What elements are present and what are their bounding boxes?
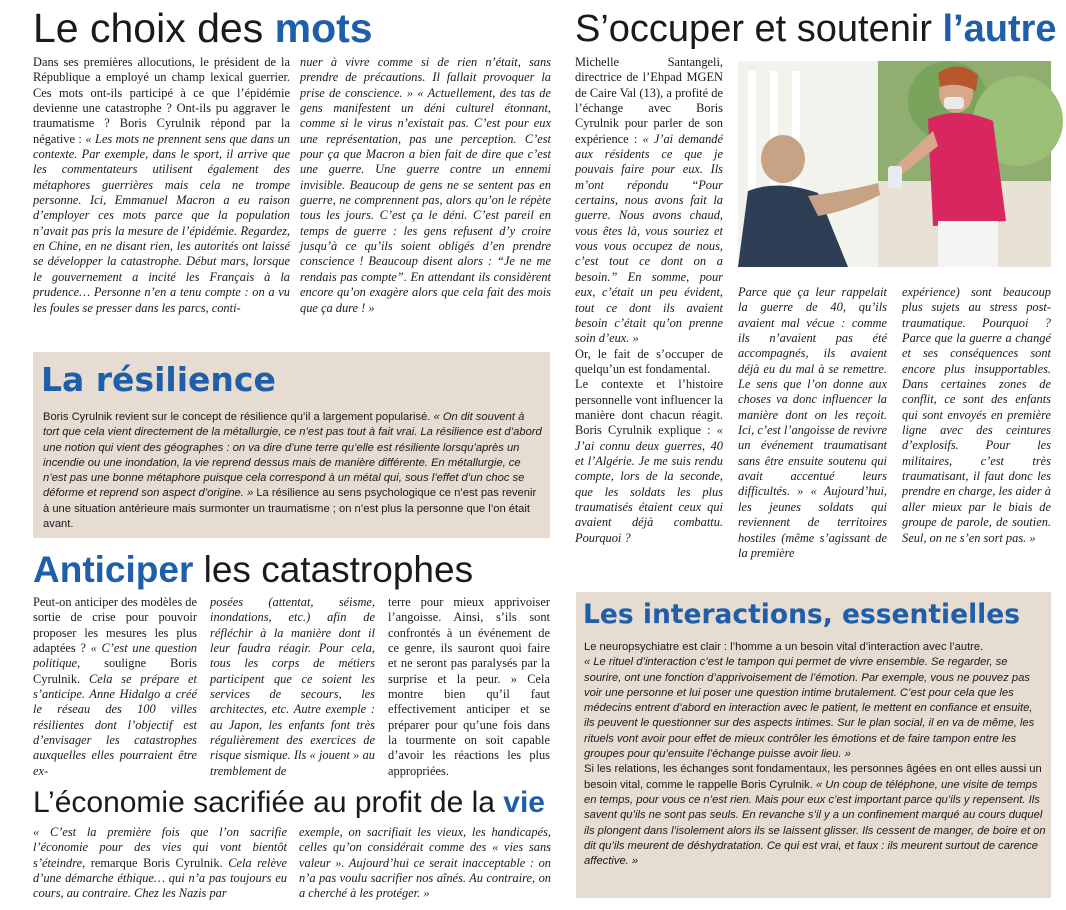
autre-quote-continued-2: expérience) sont beaucoup plus sujets au stress post-traumatique. Pourquoi ? Parce que la guerre a changé et ses conséquences sont encore plus insupportables. Dans certaines zones de conflit, ce sont des enfants qui sont envoyés en première ligne avec des ceintures d’explosifs. Pour les militaires, c’est très traumatisant, il faut donc les prendre en charge, les aider à aller mieux par le biais de groupe de parole, de soutien. Seul, on ne s’en sort pas. » bbox=[902, 285, 1051, 545]
photo-illustration bbox=[738, 61, 1051, 267]
economie-quote: « C’est la première fois que l’on sacrifie l’économie pour des vies qui vont bientôt s’éteindre, bbox=[33, 825, 287, 870]
autre-quote-continued: Parce que ça leur rappelait la guerre de 40, qu’ils avaient mal vécue : comme ils n’avaient pas été accompagnés, ils avaient déjà eu du mal à se remettre. Le sens que l’on donne aux choses va donc influencer la manière dont on les reçoit. Ici, c’est l’angoisse de revivre un événement traumatisant sans être ensuite soutenu qui avait accentué leurs difficultés. » « Aujourd’hui, les jeunes soldats qui reviennent de territoires hostiles (même s’agissant de la première bbox=[738, 285, 887, 560]
interactions-quote-2: « Un coup de téléphone, une visite de temps en temps, pour vous ce n’est rien. Mais pour eux c’est important parce qu’ils y repensent. Ils savent qu’ils ne sont pas seuls. En revanche s’il y a un confinement marqué au cours duquel ils plongent dans l’isolement alors ils se laissent glisser. Ils cessent de manger, de boire et on dit qu’ils meurent de déshydratation. Ce qui est vrai, et faux : ils meurent surtout de carence affective. » bbox=[584, 778, 1046, 868]
heading-soutenir-autre bbox=[575, 10, 1057, 48]
heading-plain: les catastrophes bbox=[193, 549, 474, 590]
economie-quote-continued: exemple, on sacrifiait les vieux, les handicapés, celles qu’on considérait comme des « vies sans valeur ». Aujourd’hui ce serait inacceptable : on n’a pas voulu sacrifier nos aînés. Au contraire, on a cherché à les protéger. » bbox=[299, 825, 551, 901]
autre-quote-2: « J’ai connu deux guerres, 40 et l’Algérie. Je me suis rendu compte, lors de la seconde, que les soldats les plus traumatisés étaient ceux qui avaient déjà combattu. Pourquoi ? bbox=[575, 423, 723, 545]
heading-accent: vie bbox=[503, 786, 545, 819]
heading-accent: mots bbox=[274, 5, 373, 51]
autre-paragraph-3: Le contexte et l’histoire personnelle vont influencer la manière dont chacun réagit. Boris Cyrulnik explique : bbox=[575, 377, 723, 438]
heading-accent: Anticiper bbox=[33, 549, 194, 590]
heading-anticiper bbox=[33, 551, 473, 588]
autre-column-3 bbox=[902, 285, 1051, 575]
heading-plain: S’occuper et soutenir bbox=[575, 8, 943, 50]
economie-column-2 bbox=[299, 825, 551, 905]
heading-accent: l’autre bbox=[942, 8, 1057, 50]
autre-paragraph-2: Or, le fait de s’occuper de quelqu’un est fondamental. bbox=[575, 346, 723, 376]
economie-attribution: remarque Boris Cyrulnik. bbox=[90, 855, 223, 870]
heading-economie bbox=[33, 788, 545, 818]
heading-plain: Le choix des bbox=[33, 5, 275, 51]
anticiper-quote-2: Cela se prépare et s’anticipe. Anne Hidalgo a créé le réseau des 100 villes résilientes dont l’objectif est d’envisager les catastrophes auxquelles elles pourraient être ex- bbox=[33, 671, 197, 778]
anticiper-quote: « C’est une question politique, bbox=[33, 641, 197, 671]
anticiper-text-3: terre pour mieux apprivoiser l’angoisse. Ainsi, s’ils sont confrontés à un événement de ce genre, ils sauront quoi faire et ne seront pas paralysés par la surprise et la peur. » Cela montre bien qu’il faut effectivement anticiper et se préparer pour qu’une fois dans la tourmente on soit capable d’avoir les réactions les plus appropriées. bbox=[388, 595, 550, 778]
interactions-mid: Si les relations, les échanges sont fondamentaux, les personnes âgées en ont elles aussi un besoin vital, comme le rappelle Boris Cyrulnik. bbox=[584, 763, 1042, 791]
anticiper-intro: Peut-on anticiper des modèles de sortie de crise pour pouvoir proposer les mesures les plus adaptées ? bbox=[33, 595, 197, 656]
economie-quote-2: Cela relève d’une démarche éthique… qui n’a pas toujours eu cours, au contraire. Chez les Nazis par bbox=[33, 855, 287, 901]
anticiper-quote-continued: posées (attentat, séisme, inondations, etc.) afin de réfléchir à la manière dont il leur faudra réagir. Pour cela, tous les corps de métiers participent que ce soient les services de secours, les architectes, etc. Autre exemple : au Japon, les enfants font très régulièrement des exercices de risque sismique. Ils « jouent » au tremblement de bbox=[210, 595, 375, 778]
interactions-quote: « Le rituel d’interaction c’est le tampon qui permet de vivre ensemble. Se regarder, se sourire, ont une fonction d’apprivoisement de l’émotion. Par exemple, vous ne pouvez pas voir une personne et lui poser une question intime brutalement. C’est pour cela que les médecins entrent d’abord en interaction avec le patient, le mettent en confiance et ensuite, ils peuvent le questionner sur des aspects intimes. Sur le plan social, il en va de même, les rituels vont avoir pour effet de mieux contrôler les émotions et de faire tampon entre les groupes pour qu’ensuite l’échange puisse avoir lieu. » bbox=[584, 656, 1035, 761]
economie-column-1 bbox=[33, 825, 287, 905]
mots-column-2 bbox=[300, 55, 551, 345]
resilience-box bbox=[33, 352, 550, 538]
autre-column-1 bbox=[575, 55, 723, 575]
autre-intro: Michelle Santangeli, directrice de l’Ehpad MGEN de Caire Val (13), a profité de l’échange avec Boris Cyrulnik pour parler de son expérience : bbox=[575, 55, 723, 146]
interactions-box bbox=[576, 592, 1051, 898]
resilience-outro: La résilience au sens psychologique ce n’est pas revenir à une situation antérieure mais surmonter un traumatisme ; on n’est plus la personne que l’on était avant. bbox=[43, 487, 537, 531]
interactions-text bbox=[584, 640, 1046, 896]
mots-intro: Dans ses premières allocutions, le président de la République a employé un champ lexical guerrier. Ces mots ont-ils participé à ce que l’épidémie devienne une catastrophe ? Ont-ils pu aggraver le traumatisme ? Boris Cyrulnik répond par la négative : bbox=[33, 55, 290, 146]
anticiper-column-1 bbox=[33, 595, 197, 778]
mots-quote: « Les mots ne prennent sens que dans un contexte. Par exemple, dans le sport, il arrive que les commentateurs utilisent également des métaphores guerrières mais cela ne trompe personne. Ici, Emmanuel Macron a eu raison d’employer ces mots parce que la population n’avait pas pris la mesure de l’épidémie. Regardez, en Chine, en ne disant rien, les autorités ont laissé se développer la catastrophe. Début mars, lorsque le gouvernement a incité les Français à la prudence… Personne n’en a tenu compte : on a vu les foules se presser dans les parcs, conti- bbox=[33, 131, 290, 315]
anticiper-column-3 bbox=[388, 595, 550, 778]
resilience-title: La résilience bbox=[41, 360, 276, 399]
heading-choix-des-mots bbox=[33, 5, 373, 51]
resilience-intro: Boris Cyrulnik revient sur le concept de résilience qu’il a largement popularisé. bbox=[43, 411, 431, 423]
resilience-text bbox=[43, 410, 543, 536]
interactions-intro: Le neuropsychiatre est clair : l’homme a un besoin vital d’interaction avec l’autre. bbox=[584, 641, 984, 653]
mots-quote-continued: nuer à vivre comme si de rien n’était, sans prendre de précautions. Il fallait provoquer la prise de conscience. » « Actuellement, des tas de gens manifestent un déni culturel étonnant, comme si le virus n’existait pas. C’est pour eux une représentation, pas une perception. C’est pour ça que Macron a bien fait de dire que c’est une guerre. Une guerre contre un ennemi invisible. Beaucoup de gens ne se sentent pas en guerre, ne comprennent pas, alors qu’on le répète tous les jours. C’est ça le déni. C’est pareil en temps de guerre : les gens refusent d’y croire jusqu’à ce qu’ils soient obligés d’en prendre conscience ! Beaucoup disent alors : “Je ne me rendais pas compte”. En attendant ils considèrent encore qu’on exagère alors que cela fait des mois que ça dure ! » bbox=[300, 55, 551, 315]
interactions-title: Les interactions, essentielles bbox=[583, 599, 1020, 630]
autre-quote: « J’ai demandé aux résidents ce que je pouvais faire pour eux. Ils m’ont répondu “Pour certains, nous avons fait la guerre. Nous avons chaud, vous êtes là, vous souriez et vous vous occupez de nous, c’est tout ce dont on a besoin.” En somme, pour eux, c’était un peu évident, tout ce dont ils avaient besoin c’était qu’on prenne soin d’eux. » bbox=[575, 131, 723, 346]
ehpad-photo bbox=[738, 61, 1051, 267]
heading-plain: L’économie sacrifiée au profit de la bbox=[33, 786, 504, 819]
anticiper-column-2 bbox=[210, 595, 375, 778]
mots-column-1 bbox=[33, 55, 290, 345]
anticiper-attribution: souligne Boris Cyrulnik. bbox=[33, 656, 197, 686]
autre-column-2 bbox=[738, 285, 887, 575]
resilience-quote: « On dit souvent à tort que cela vient directement de la métallurgie, ce n’est pas tout à fait vrai. La résilience est d’abord une notion qui vient des géographes : on va dire d’une terre qu’elle est résiliente lorsqu’après un incendie ou une inondation, la vie reprend dessus mais de manière différente. En métallurgie, ce n’est pas une bonne métaphore puisque cela correspond à un métal qui, sous l’effet d’un choc se déforme et reprend son aspect d’origine. » bbox=[43, 411, 542, 500]
